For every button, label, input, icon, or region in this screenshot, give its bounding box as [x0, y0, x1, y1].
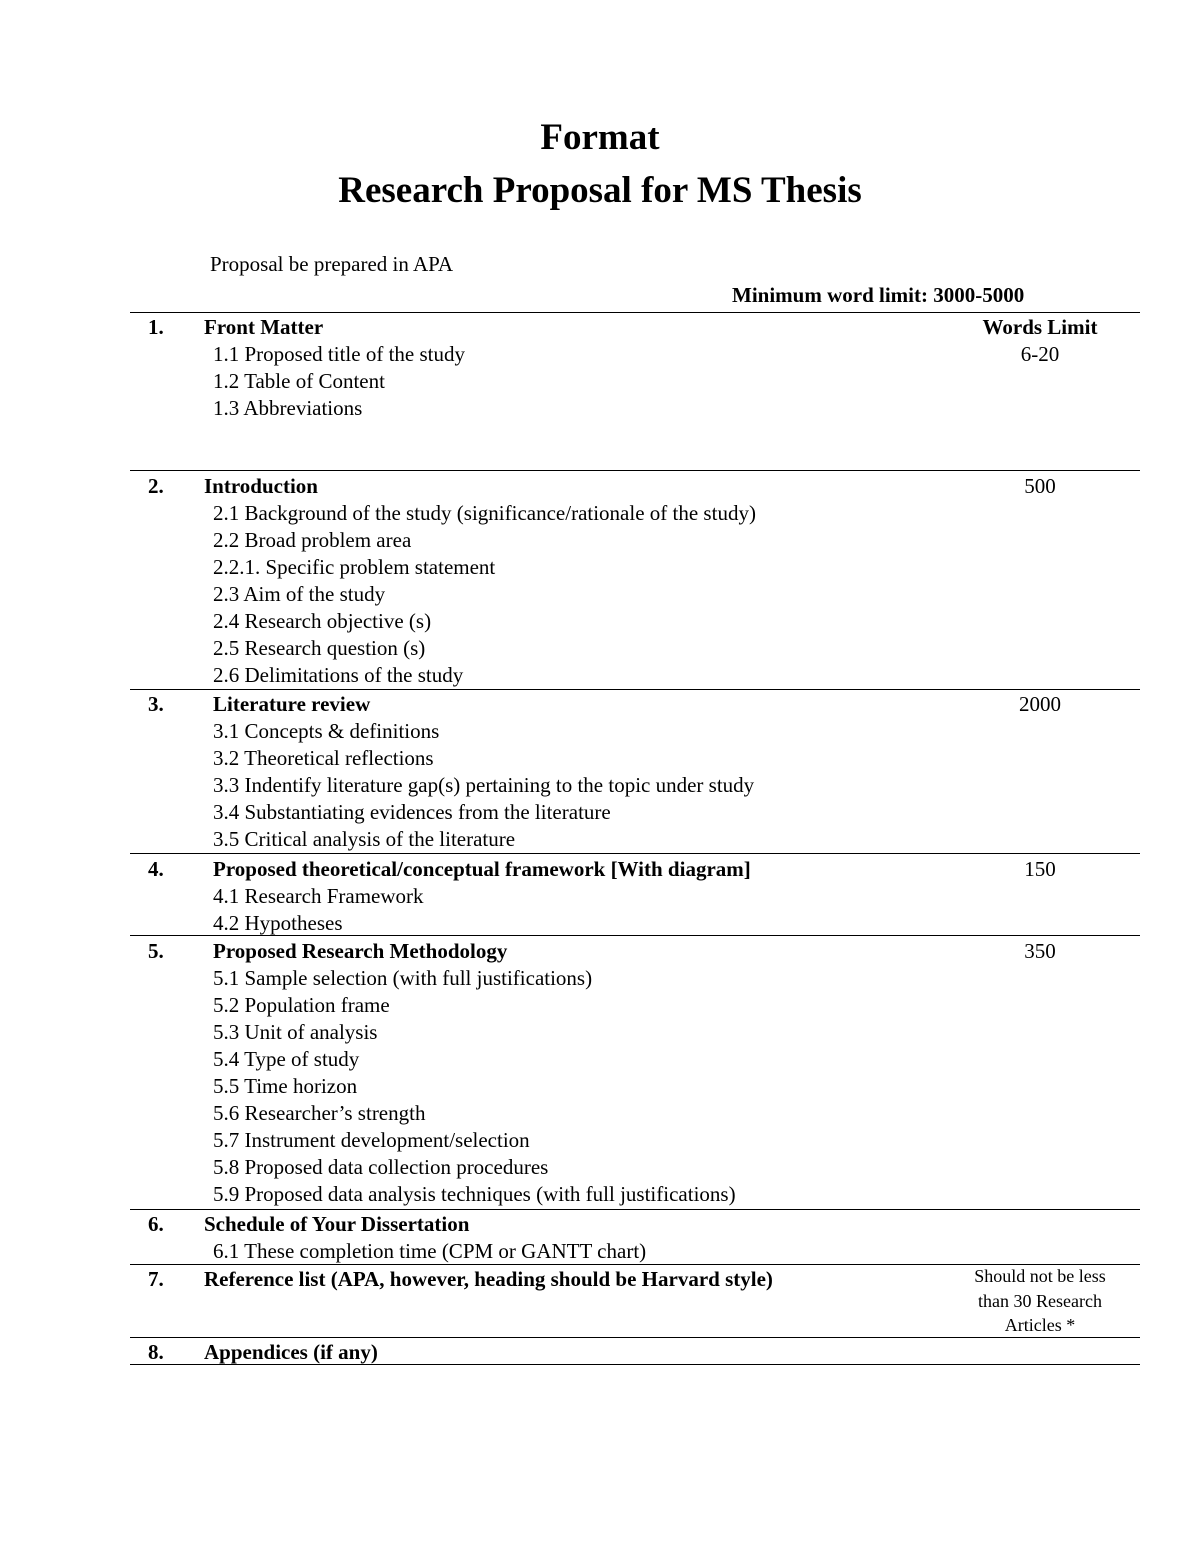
list-item: 2.2.1. Specific problem statement [213, 555, 496, 579]
section-heading: Proposed theoretical/conceptual framework [With diagram] [213, 857, 751, 881]
minimum-word-limit: Minimum word limit: 3000-5000 [732, 283, 1025, 307]
list-item: 5.6 Researcher’s strength [213, 1101, 426, 1125]
words-limit-note-line: Should not be less [974, 1266, 1106, 1286]
words-limit-value: 350 [1024, 939, 1056, 963]
list-item: 3.3 Indentify literature gap(s) pertaining to the topic under study [213, 773, 755, 797]
section-items [213, 341, 465, 422]
words-limit-note-line: than 30 Research [978, 1290, 1102, 1311]
words-limit-note-line: Articles * [1004, 1315, 1076, 1335]
list-item: 6.1 These completion time (CPM or GANTT chart) [213, 1239, 647, 1263]
section-heading: Introduction [204, 474, 318, 498]
list-item: 2.5 Research question (s) [213, 636, 426, 660]
words-limit-value: 6-20 [1020, 342, 1060, 366]
words-limit-value: 2000 [1019, 692, 1061, 716]
list-item: 1.2 Table of Content [213, 369, 385, 393]
words-limit-value: 150 [1024, 857, 1056, 881]
list-item: 2.1 Background of the study (significance/rationale of the study) [213, 501, 756, 525]
words-limit-header: Words Limit [982, 315, 1098, 339]
list-item: 2.6 Delimitations of the study [213, 663, 464, 687]
list-item: 5.8 Proposed data collection procedures [213, 1155, 549, 1179]
list-item: 4.2 Hypotheses [213, 911, 343, 935]
list-item: 5.4 Type of study [213, 1047, 360, 1071]
section-heading: Reference list (APA, however, heading should be Harvard style) [204, 1267, 773, 1291]
section-number: 8. [148, 1340, 164, 1364]
list-item: 5.9 Proposed data analysis techniques (with full justifications) [213, 1182, 736, 1206]
words-limit-note [940, 1264, 1140, 1338]
list-item: 3.2 Theoretical reflections [213, 746, 434, 770]
list-item: 3.4 Substantiating evidences from the literature [213, 800, 611, 824]
section-number: 7. [148, 1267, 164, 1291]
section-heading: Proposed Research Methodology [213, 939, 508, 963]
list-item: 5.2 Population frame [213, 993, 390, 1017]
section-items [213, 1238, 646, 1265]
section-items [213, 965, 736, 1208]
list-item: 4.1 Research Framework [213, 884, 424, 908]
section-number: 4. [148, 857, 164, 881]
list-item: 5.3 Unit of analysis [213, 1020, 378, 1044]
list-item: 1.3 Abbreviations [213, 396, 363, 420]
divider [130, 312, 1140, 313]
section-items [213, 883, 424, 937]
section-number: 5. [148, 939, 164, 963]
section-items [213, 718, 754, 853]
section-number: 3. [148, 692, 164, 716]
section-number: 6. [148, 1212, 164, 1236]
divider [130, 853, 1140, 854]
section-number: 2. [148, 474, 164, 498]
list-item: 5.7 Instrument development/selection [213, 1128, 530, 1152]
section-heading: Schedule of Your Dissertation [204, 1212, 470, 1236]
divider [130, 1209, 1140, 1210]
list-item: 5.1 Sample selection (with full justifications) [213, 966, 593, 990]
list-item: 3.5 Critical analysis of the literature [213, 827, 516, 851]
section-heading: Literature review [213, 692, 371, 716]
list-item: 2.3 Aim of the study [213, 582, 386, 606]
words-limit-value: 500 [1024, 474, 1056, 498]
section-items [213, 500, 756, 689]
page-title-format: Format [540, 117, 660, 158]
section-heading: Front Matter [204, 315, 324, 339]
list-item: 5.5 Time horizon [213, 1074, 358, 1098]
divider [130, 470, 1140, 471]
intro-note: Proposal be prepared in APA [210, 252, 454, 276]
list-item: 3.1 Concepts & definitions [213, 719, 440, 743]
list-item: 1.1 Proposed title of the study [213, 342, 465, 366]
page-title: Research Proposal for MS Thesis [338, 170, 862, 211]
divider [130, 689, 1140, 690]
list-item: 2.4 Research objective (s) [213, 609, 432, 633]
list-item: 2.2 Broad problem area [213, 528, 412, 552]
section-heading: Appendices (if any) [204, 1340, 378, 1364]
section-number: 1. [148, 315, 164, 339]
